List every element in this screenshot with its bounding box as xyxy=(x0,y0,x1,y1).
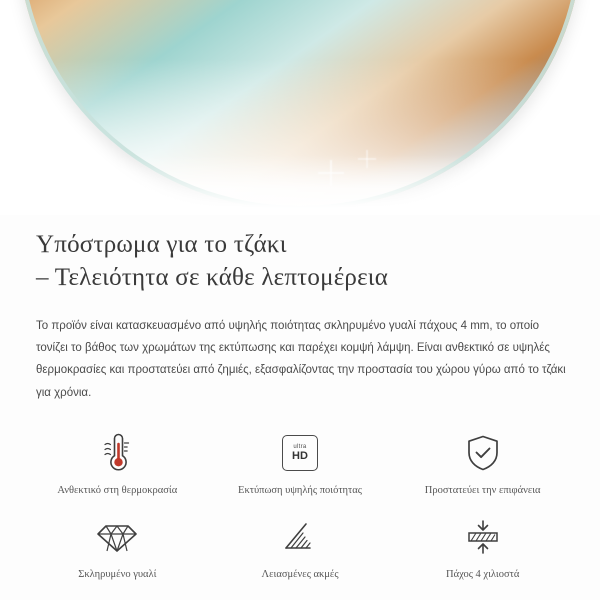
hero-section xyxy=(0,0,600,215)
feature-label: Λειασμένες ακμές xyxy=(261,568,339,580)
shield-check-icon xyxy=(464,430,502,476)
feature-label: Πάχος 4 χιλιοστά xyxy=(446,568,520,580)
feature-label: Εκτύπωση υψηλής ποιότητας xyxy=(238,485,362,497)
feature-label: Προστατεύει την επιφάνεια xyxy=(424,485,541,497)
hero-fade-overlay xyxy=(0,155,600,215)
polished-edges-icon xyxy=(280,514,320,560)
feature-label: Σκληρυμένο γυαλί xyxy=(78,568,157,580)
feature-grid xyxy=(0,426,600,587)
feature-item-thickness xyxy=(391,510,574,588)
thermometer-icon xyxy=(97,430,137,476)
ultra-hd-icon xyxy=(282,430,318,476)
feature-item-print-quality xyxy=(209,426,392,504)
feature-item-polished-edges xyxy=(209,510,392,588)
content-section xyxy=(0,228,600,587)
page-title-line-1: Υπόστρωμα για το τζάκι xyxy=(36,231,287,258)
feature-label: Ανθεκτικό στη θερμοκρασία xyxy=(57,485,178,497)
diamond-icon xyxy=(96,514,138,560)
feature-item-temperature-resistant xyxy=(26,426,209,504)
thickness-arrows-icon xyxy=(463,514,503,560)
feature-item-surface-protection xyxy=(391,426,574,504)
page-title xyxy=(36,228,556,295)
ultra-hd-badge xyxy=(282,435,318,471)
ultra-hd-badge-bottom: HD xyxy=(292,450,308,463)
description-paragraph: Το προϊόν είναι κατασκευασμένο από υψηλής ποιότητας σκληρυμένο γυαλί πάχους 4 mm, το οποίο τονίζει το βάθος των χρωμάτων της εκτύπωσης και παρέχει κομψή λάμψη. Είναι ανθεκτικό σε υψηλές θερμοκρασίες και προστατεύει από ζημιές, εξασφαλίζοντας την προστασία του χώρου γύρω από το τζάκι για χρόνια. xyxy=(36,319,566,399)
ultra-hd-badge-top: ultra xyxy=(293,444,307,451)
page-title-line-2: – Τελειότητα σε κάθε λεπτομέρεια xyxy=(36,264,389,292)
feature-item-tempered-glass xyxy=(26,510,209,588)
